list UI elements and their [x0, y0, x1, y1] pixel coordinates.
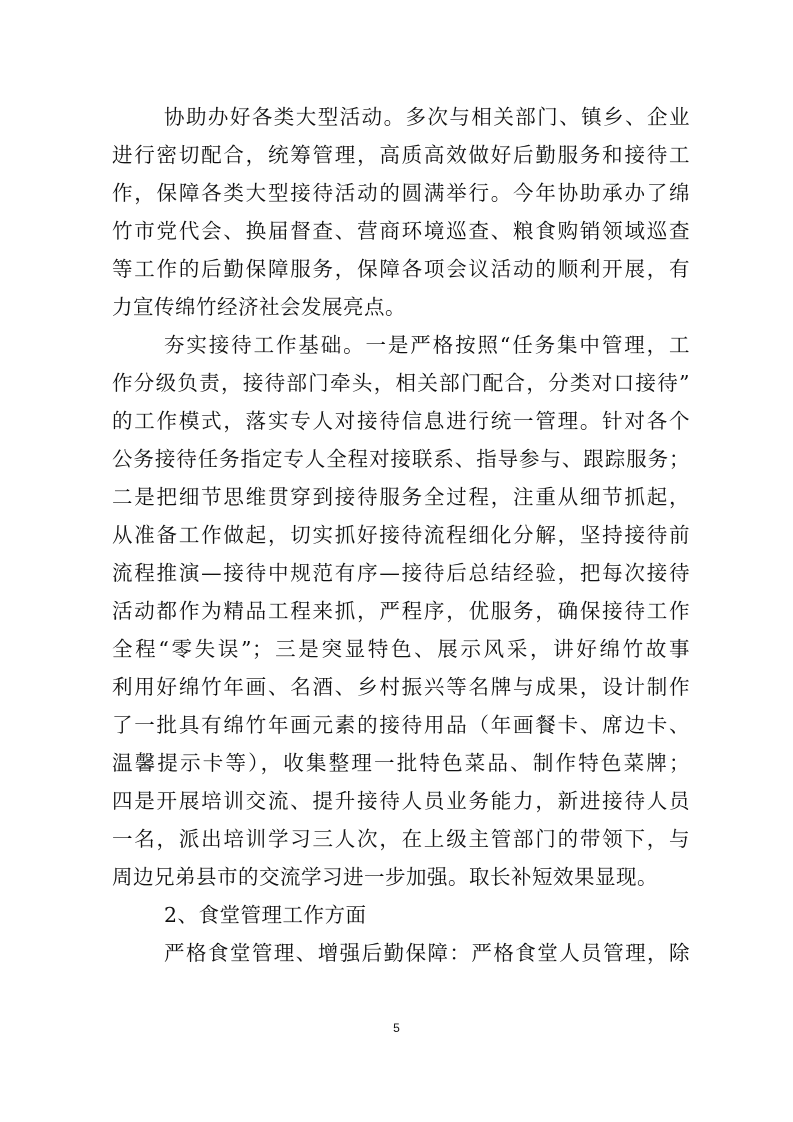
text-line: 利用好绵竹年画、名酒、乡村振兴等名牌与成果，设计制作 [112, 675, 690, 699]
body-text [112, 98, 690, 972]
text-line: 从准备工作做起，切实抓好接待流程细化分解，坚持接待前 [112, 523, 690, 547]
text-line: 进行密切配合，统筹管理，高质高效做好后勤服务和接待工 [112, 143, 690, 167]
text-line: 等工作的后勤保障服务，保障各项会议活动的顺利开展，有 [112, 257, 690, 281]
text-line: 了一批具有绵竹年画元素的接待用品（年画餐卡、席边卡、 [112, 713, 690, 737]
text-line: 竹市党代会、换届督查、营商环境巡查、粮食购销领域巡查 [112, 219, 690, 243]
text-line: 活动都作为精品工程来抓，严程序，优服务，确保接待工作 [112, 599, 690, 623]
text-line: 夯实接待工作基础。一是严格按照“任务集中管理，工 [164, 333, 690, 357]
text-line: 严格食堂管理、增强后勤保障：严格食堂人员管理，除 [164, 941, 690, 965]
text-line: 四是开展培训交流、提升接待人员业务能力，新进接待人员 [112, 789, 690, 813]
text-line: 力宣传绵竹经济社会发展亮点。 [112, 295, 406, 319]
text-line: 作分级负责，接待部门牵头，相关部门配合，分类对口接待” [112, 371, 690, 395]
page-number: 5 [393, 1021, 400, 1035]
text-line: 作，保障各类大型接待活动的圆满举行。今年协助承办了绵 [112, 181, 690, 205]
text-line: 全程“零失误”；三是突显特色、展示风采，讲好绵竹故事 [112, 637, 690, 661]
text-line: 的工作模式，落实专人对接待信息进行统一管理。针对各个 [112, 409, 690, 433]
text-line: 一名，派出培训学习三人次，在上级主管部门的带领下，与 [112, 827, 690, 851]
text-line: 周边兄弟县市的交流学习进一步加强。取长补短效果显现。 [112, 865, 658, 889]
text-line: 流程推演—接待中规范有序—接待后总结经验，把每次接待 [112, 561, 690, 585]
text-line: 2、食堂管理工作方面 [164, 903, 367, 927]
text-line: 二是把细节思维贯穿到接待服务全过程，注重从细节抓起， [112, 485, 690, 509]
text-line: 温馨提示卡等），收集整理一批特色菜品、制作特色菜牌； [112, 751, 690, 775]
text-line: 公务接待任务指定专人全程对接联系、指导参与、跟踪服务； [112, 447, 690, 471]
text-line: 协助办好各类大型活动。多次与相关部门、镇乡、企业 [164, 105, 690, 129]
